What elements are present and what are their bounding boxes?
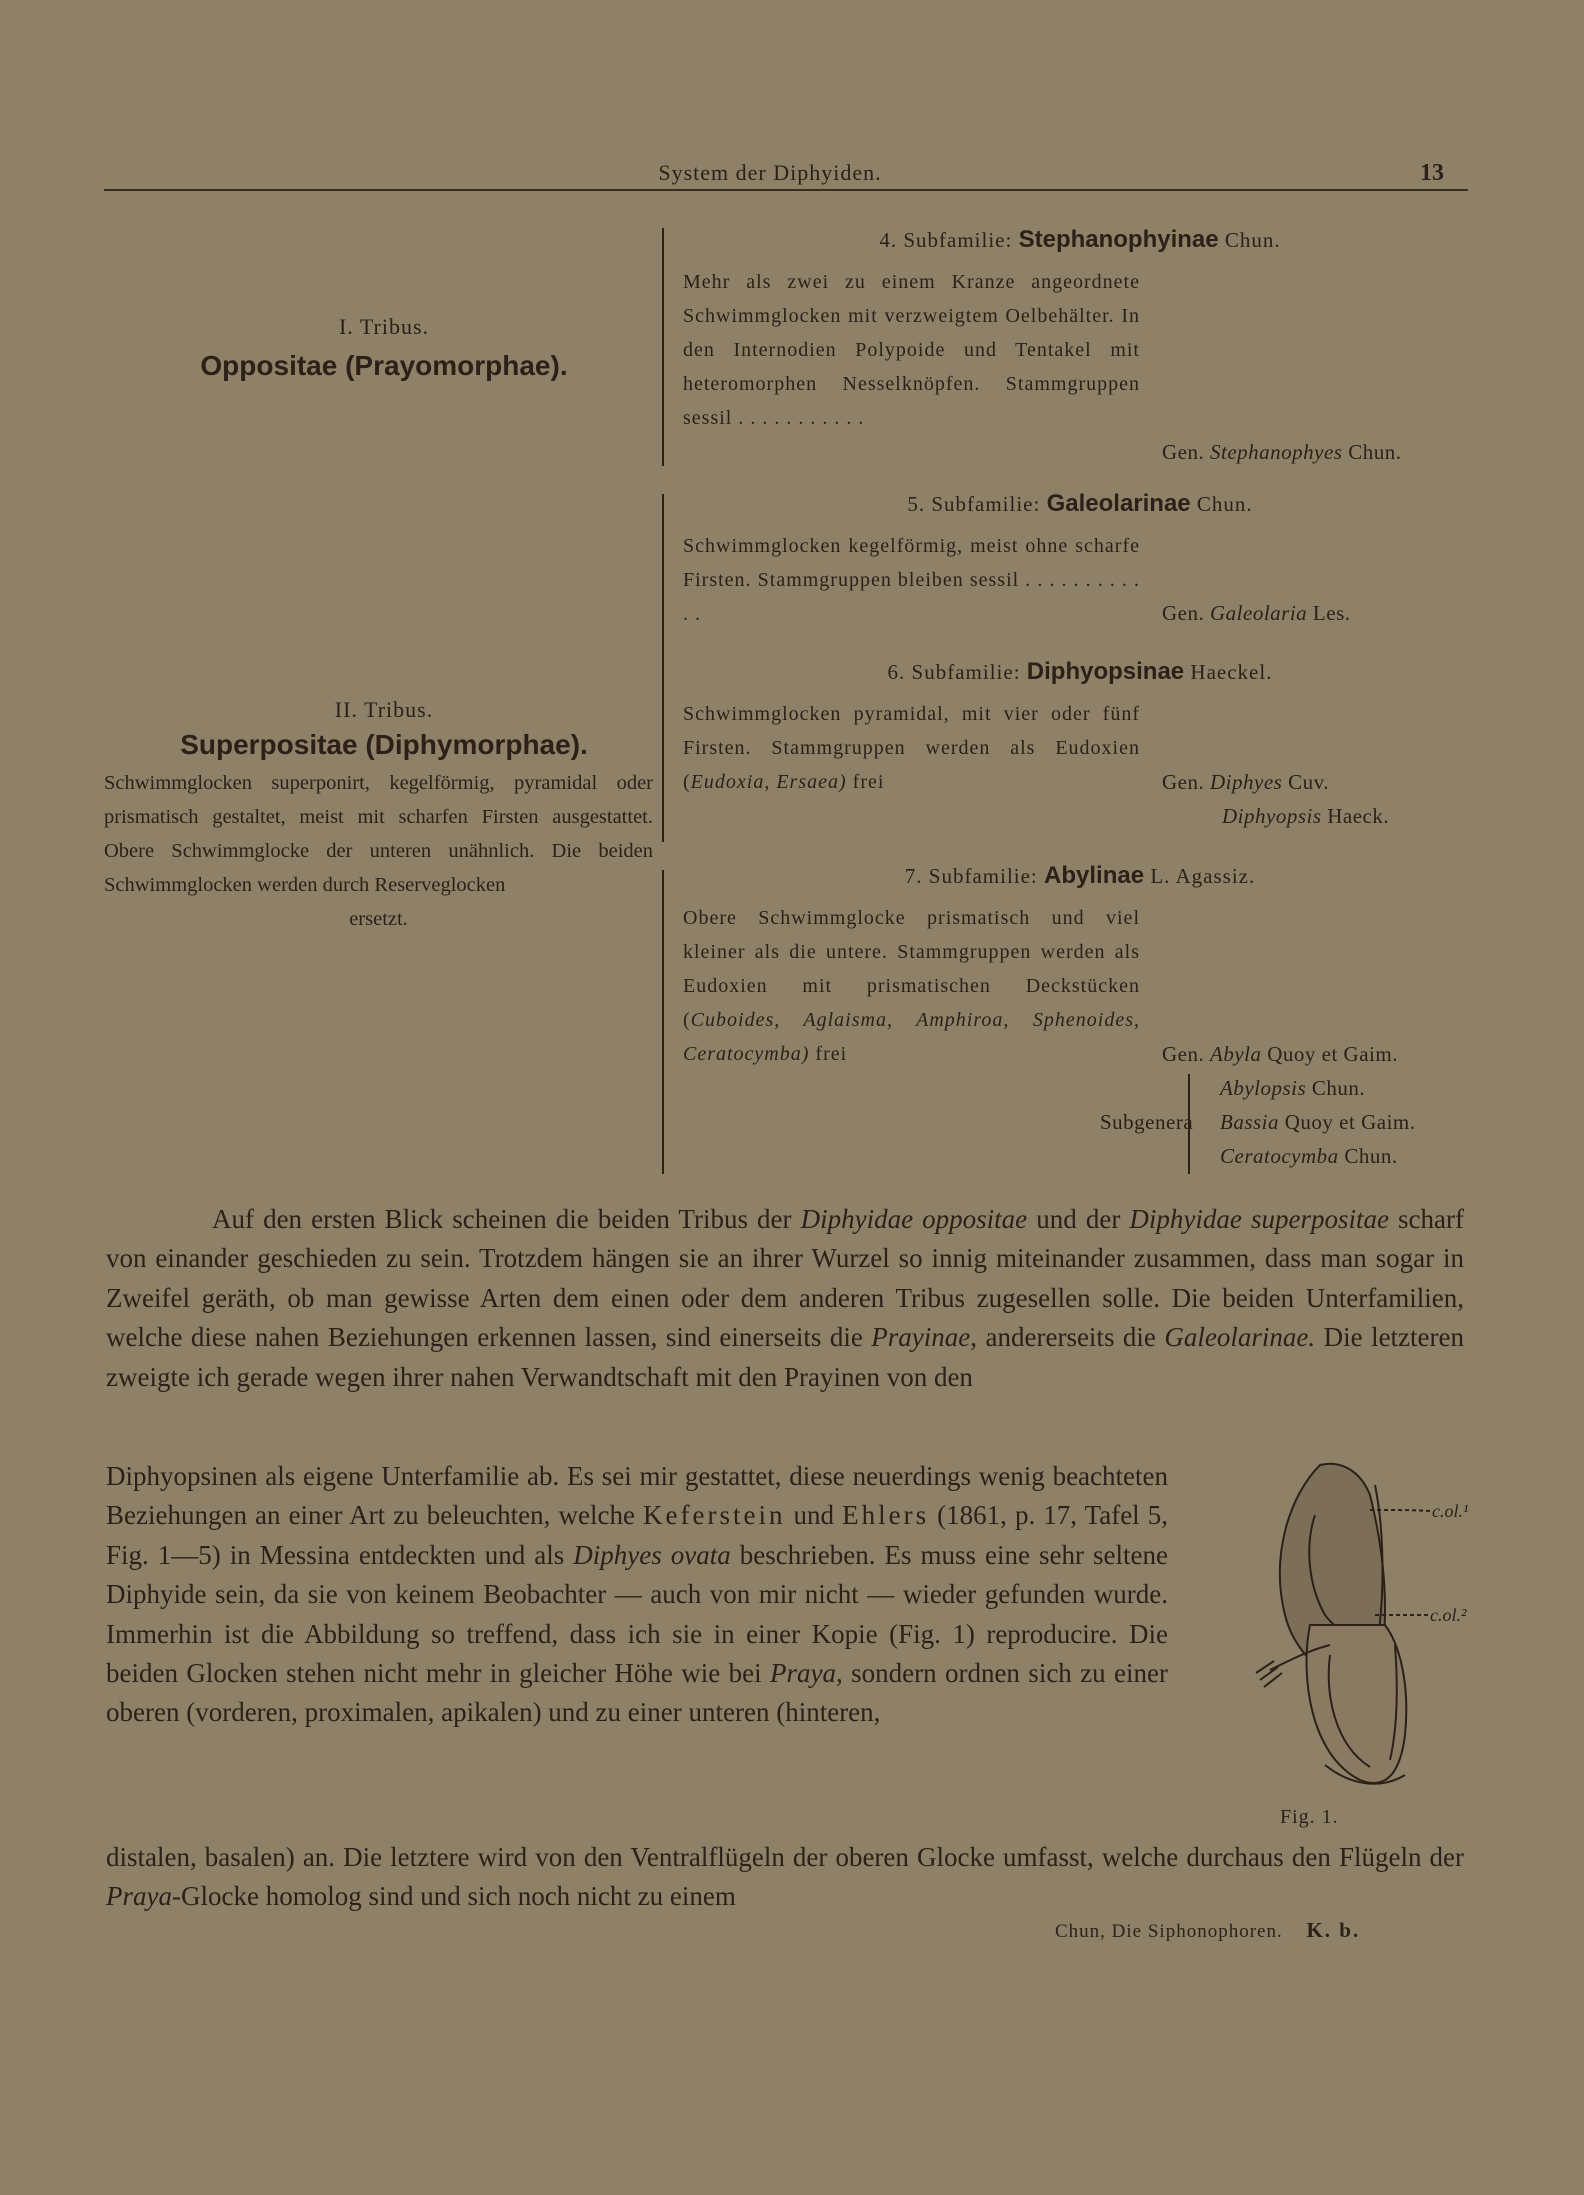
text: distalen, basalen) an. Die letztere wird von den Ventralflügeln der oberen Glocke umfasst, welche durchaus den Flügeln der: [106, 1842, 1464, 1872]
header-rule: [104, 189, 1468, 191]
subfamily-7-description: [683, 901, 1140, 1071]
text: und der: [1027, 1204, 1130, 1234]
subgenera-brace: [1188, 1074, 1190, 1174]
bracket-line-tribus-2-upper: [662, 494, 664, 842]
tribus-2-name: Superpositae (Diphymorphae).: [180, 729, 588, 760]
subgenus-name: Bassia: [1220, 1110, 1280, 1134]
subfamily-6-genus: [1162, 765, 1482, 799]
subfamily-5-heading: [680, 490, 1480, 518]
subfamily-5-description: Schwimmglocken kegelförmig, meist ohne scharfe Firsten. Stammgruppen bleiben sessil . . . . . . . . . . . .: [683, 535, 1140, 625]
subfamily-5-genus: [1162, 596, 1482, 630]
text: sondern ordnen sich zu einer oberen (vorderen, proximalen, apikalen) und zu einer unteren (hinteren,: [106, 1658, 1168, 1728]
subfamily-4-name: Stephanophyinae: [1018, 226, 1219, 253]
figure-1-illustration: [1200, 1455, 1470, 1805]
text: , andererseits die: [970, 1322, 1165, 1353]
subfamily-6-author: Haeckel.: [1184, 660, 1273, 684]
subgenus-author: Chun.: [1338, 1144, 1398, 1168]
body-paragraph-3: [106, 1838, 1464, 1917]
italic-term: Diphyidae oppositae: [800, 1204, 1028, 1234]
body-paragraph-2: [106, 1457, 1168, 1733]
text: scharf von einander geschieden zu sein. Trotzdem hängen sie an ihrer Wurzel so innig miteinander zusammen, dass man sogar in Zweifel geräth, ob man gewisse Arten dem einen oder dem anderen Tribus zugesellen solle. Die beiden Unterfamilien, welche diese nahen Beziehungen erkennen lassen, sind einerseits die: [106, 1204, 1464, 1353]
italic-term: Galeolarinae.: [1164, 1322, 1316, 1353]
genus-name: Galeolaria: [1210, 601, 1308, 625]
desc-italic: Cuboides, Aglaisma, Amphiroa, Sphenoides, Ceratocymba): [683, 1009, 1140, 1065]
text: beschrieben. Es muss eine sehr seltene Diphyide sein, da sie von keinem Beobachter — auch von mir nicht — wieder gefunden wurde. Immerhin ist die Abbildung so treffend, dass ich sie in einer Kopie (Fig. 1) reproducire. Die beiden Glocken stehen nicht mehr in gleicher Höhe wie bei: [106, 1539, 1168, 1689]
tribus-2-description: [104, 766, 653, 936]
genus-prefix: Gen.: [1162, 440, 1210, 464]
author-spaced: Ehlers: [842, 1500, 930, 1531]
italic-term: Prayinae: [871, 1322, 971, 1353]
genus-2-name: Diphyopsis: [1222, 804, 1322, 828]
subfamily-6-name: Diphyopsinae: [1026, 658, 1185, 685]
desc-italic: Eudoxia, Ersaea): [690, 771, 847, 793]
genus-1-author: Cuv.: [1282, 770, 1329, 794]
subfamily-7-name: Abylinae: [1044, 862, 1145, 889]
bracket-line-tribus-2-lower: [662, 870, 664, 1174]
subfamily-5-prefix: 5. Subfamilie:: [907, 492, 1047, 516]
subfamily-5-author: Chun.: [1190, 492, 1253, 516]
desc-text-end: frei: [846, 771, 885, 793]
text: und: [785, 1500, 843, 1531]
subfamily-5-name: Galeolarinae: [1046, 490, 1191, 517]
genus-prefix: Gen.: [1162, 770, 1210, 794]
subfamily-4-description: Mehr als zwei zu einem Kranze angeordnete Schwimmglocken mit verzweigtem Oelbehälter. In den Internodien Polypoide und Tentakel mit heteromorphen Nesselknöpfen. Stammgruppen sessil . . . . . . . . . . .: [683, 271, 1140, 429]
subfamily-6-heading: [680, 658, 1480, 686]
tribus-1-name: Oppositae (Prayomorphae).: [200, 350, 568, 381]
desc-text-end: frei: [809, 1043, 848, 1065]
genus-author: Les.: [1307, 601, 1351, 625]
subgenus-name: Ceratocymba: [1220, 1144, 1339, 1168]
subgenus-3: [1220, 1139, 1482, 1173]
subfamily-7-genus: [1162, 1037, 1482, 1071]
paragraph: [106, 1200, 1464, 1397]
genus-2-author: Haeck.: [1321, 804, 1390, 828]
italic-term: Diphyidae superpositae: [1129, 1204, 1389, 1234]
paragraph: [106, 1457, 1168, 1733]
figure-label-2: c.ol.²: [1430, 1605, 1467, 1625]
subfamily-6-description: [683, 697, 1140, 799]
tribus-1-label: I. Tribus.: [338, 314, 430, 339]
subgenera-label: Subgenera: [1100, 1110, 1194, 1134]
subfamily-7-author: L. Agassiz.: [1144, 864, 1256, 888]
text: Die letzteren zweigte ich gerade wegen ihrer nahen Verwandtschaft mit den Prayinen von den: [106, 1322, 1464, 1392]
genus-name: Stephanophyes: [1210, 440, 1343, 464]
genus-1-name: Diphyes: [1210, 770, 1283, 794]
body-paragraph-1: [106, 1200, 1464, 1397]
subfamily-6-prefix: 6. Subfamilie:: [887, 660, 1027, 684]
footer-signature: K. b.: [1306, 1918, 1361, 1942]
footer: [1055, 1918, 1360, 1943]
genus-author: Quoy et Gaim.: [1261, 1042, 1398, 1066]
subgenus-1: [1220, 1071, 1482, 1105]
author-spaced: Keferstein: [643, 1500, 786, 1531]
subfamily-4-genus: [1162, 435, 1482, 469]
subfamily-4-author: Chun.: [1218, 228, 1281, 252]
subfamily-4-heading: [680, 226, 1480, 254]
subfamily-7-prefix: 7. Subfamilie:: [904, 864, 1045, 888]
figure-label-1: c.ol.¹: [1432, 1501, 1469, 1521]
paragraph: [106, 1838, 1464, 1917]
text: (1861, p. 17, Tafel 5, Fig. 1—5) in Messina entdeckten und als: [106, 1500, 1168, 1570]
genus-prefix: Gen.: [1162, 601, 1210, 625]
text: Diphyopsinen als eigene Unterfamilie ab. Es sei mir gestattet, diese neuerdings wenig beachteten Beziehungen an einer Art zu beleuchten, welche: [106, 1461, 1168, 1531]
tribus-2-desc-text: Schwimmglocken superponirt, kegelförmig, pyramidal oder prismatisch gestaltet, meist mit scharfen Firsten ausgestattet. Obere Schwimmglocke der unteren unähnlich. Die beiden Schwimmglocken werden durch Reserveglocken: [104, 772, 653, 896]
subgenus-author: Chun.: [1306, 1076, 1366, 1100]
tribus-2-label: II. Tribus.: [334, 697, 434, 722]
desc-text: Obere Schwimmglocke prismatisch und viel kleiner als die untere. Stammgruppen werden als Eudoxien mit prismatischen Deckstücken (: [683, 907, 1140, 1031]
italic-term: Praya,: [770, 1658, 843, 1689]
footer-text: Chun, Die Siphonophoren.: [1055, 1921, 1283, 1942]
text: -Glocke homolog sind und sich noch nicht zu einem: [171, 1881, 736, 1912]
figure-caption: Fig. 1.: [1280, 1806, 1339, 1828]
text: Auf den ersten Blick scheinen die beiden Tribus der: [212, 1204, 801, 1234]
genus-author: Chun.: [1342, 440, 1402, 464]
italic-term: Praya: [106, 1881, 172, 1912]
italic-term: Diphyes ovata: [573, 1539, 731, 1570]
subfamily-6-genus-2: [1222, 799, 1482, 833]
tribus-2-desc-last: ersetzt.: [349, 908, 408, 930]
page-number: 13: [1420, 160, 1444, 186]
desc-text: Schwimmglocken pyramidal, mit vier oder fünf Firsten. Stammgruppen werden als Eudoxien (: [683, 703, 1140, 793]
subfamily-7-heading: [680, 862, 1480, 890]
subgenus-author: Quoy et Gaim.: [1279, 1110, 1416, 1134]
subfamily-4-prefix: 4. Subfamilie:: [879, 228, 1019, 252]
running-title: System der Diphyiden.: [658, 160, 882, 185]
genus-prefix: Gen.: [1162, 1042, 1210, 1066]
bracket-line-tribus-1: [662, 228, 664, 466]
subgenus-2: [1220, 1105, 1482, 1139]
subgenus-name: Abylopsis: [1220, 1076, 1307, 1100]
genus-name: Abyla: [1210, 1042, 1262, 1066]
